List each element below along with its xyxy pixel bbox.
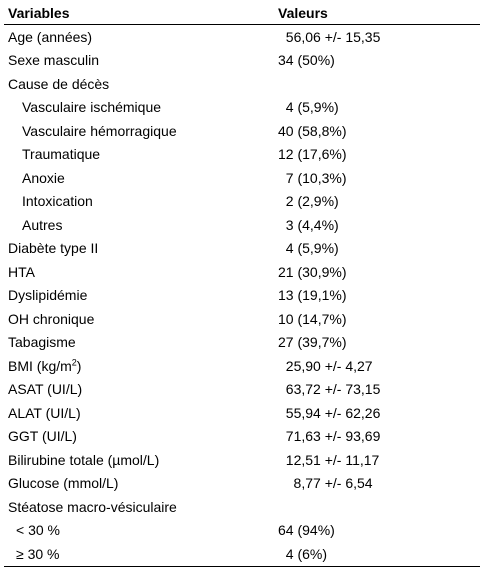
row-value: 40 (58,8%) [278, 122, 347, 139]
row-label [4, 475, 278, 491]
table-row [4, 495, 480, 519]
row-value: 4 (6%) [278, 545, 328, 562]
row-value: 7 (10,3%) [278, 169, 347, 186]
row-value: 4 (5,9%) [278, 99, 339, 116]
table-header [4, 2, 480, 24]
row-label-text: HTA [8, 263, 35, 280]
row-label-text: Vasculaire hémorragique [22, 122, 177, 139]
row-label [4, 452, 278, 468]
row-label [4, 334, 278, 350]
table-row [4, 190, 480, 214]
row-label-text: Age (années) [8, 28, 93, 45]
row-value: 12,51 +/- 11,17 [278, 451, 380, 468]
row-label [4, 522, 278, 538]
table-row [4, 378, 480, 402]
table-row [4, 260, 480, 284]
row-label-text: Tabagisme [8, 334, 76, 351]
row-label [4, 240, 278, 256]
row-label [4, 217, 278, 233]
row-label-text: ASAT (UI/L) [8, 381, 83, 398]
row-value: 71,63 +/- 93,69 [278, 428, 381, 445]
table-row [4, 542, 480, 566]
bottom-rule [4, 566, 480, 567]
table-row [4, 166, 480, 190]
row-label [4, 381, 278, 397]
table-row [4, 472, 480, 496]
header-variables: Variables [8, 5, 70, 21]
row-label [4, 358, 278, 374]
row-label-text: BMI (kg/m [8, 357, 72, 374]
row-label-text: ≥ 30 % [16, 545, 60, 562]
table-body [4, 25, 480, 566]
row-label-text: Bilirubine totale (µmol/L) [8, 451, 160, 468]
row-value: 55,94 +/- 62,26 [278, 404, 381, 421]
row-label [4, 123, 278, 139]
table-row [4, 96, 480, 120]
row-label-text: Anoxie [22, 169, 65, 186]
row-value: 27 (39,7%) [278, 334, 347, 351]
row-value: 56,06 +/- 15,35 [278, 28, 381, 45]
table-row [4, 213, 480, 237]
row-label [4, 52, 278, 68]
table-row [4, 448, 480, 472]
row-label [4, 546, 278, 562]
row-label-text: Intoxication [22, 193, 93, 210]
table-row [4, 143, 480, 167]
row-label-text: < 30 % [16, 522, 60, 539]
row-label [4, 170, 278, 186]
row-label-text: Stéatose macro-vésiculaire [8, 498, 177, 515]
variables-table [4, 2, 480, 567]
table-row [4, 25, 480, 49]
row-value: 64 (94%) [278, 522, 335, 539]
row-label [4, 287, 278, 303]
row-value: 13 (19,1%) [278, 287, 347, 304]
row-label [4, 428, 278, 444]
header-valeurs: Valeurs [278, 5, 328, 21]
row-label [4, 311, 278, 327]
table-row [4, 307, 480, 331]
table-row [4, 425, 480, 449]
row-value: 21 (30,9%) [278, 263, 347, 280]
row-label [4, 99, 278, 115]
row-label-superscript: 2 [71, 357, 77, 368]
row-label [4, 405, 278, 421]
row-value: 3 (4,4%) [278, 216, 339, 233]
table-row [4, 401, 480, 425]
row-label-text: Sexe masculin [8, 52, 100, 69]
row-label-text: Dyslipidémie [8, 287, 88, 304]
table-row [4, 331, 480, 355]
row-value: 12 (17,6%) [278, 146, 347, 163]
table-row [4, 72, 480, 96]
row-label [4, 146, 278, 162]
row-value: 34 (50%) [278, 52, 335, 69]
row-label-text: Glucose (mmol/L) [8, 475, 119, 492]
row-value: 63,72 +/- 73,15 [278, 381, 381, 398]
row-label-text: Vasculaire ischémique [22, 99, 162, 116]
row-label-text: GGT (UI/L) [8, 428, 77, 445]
row-label [4, 76, 278, 92]
row-value: 25,90 +/- 4,27 [278, 357, 373, 374]
row-value: 4 (5,9%) [278, 240, 339, 257]
row-label [4, 29, 278, 45]
table-row [4, 119, 480, 143]
row-value: 2 (2,9%) [278, 193, 339, 210]
row-label [4, 499, 278, 515]
row-label-text: Autres [22, 216, 63, 233]
row-label [4, 264, 278, 280]
table-row [4, 519, 480, 543]
row-label-text: Cause de décès [8, 75, 110, 92]
row-value: 10 (14,7%) [278, 310, 347, 327]
row-value: 8,77 +/- 6,54 [278, 475, 373, 492]
row-label-text: ALAT (UI/L) [8, 404, 81, 421]
row-label-suffix: ) [76, 357, 82, 374]
row-label-text: OH chronique [8, 310, 95, 327]
table-row [4, 49, 480, 73]
row-label-text: Traumatique [22, 146, 101, 163]
row-label-text: Diabète type II [8, 240, 99, 257]
table-row [4, 354, 480, 378]
table-row [4, 284, 480, 308]
table-row [4, 237, 480, 261]
row-label [4, 193, 278, 209]
